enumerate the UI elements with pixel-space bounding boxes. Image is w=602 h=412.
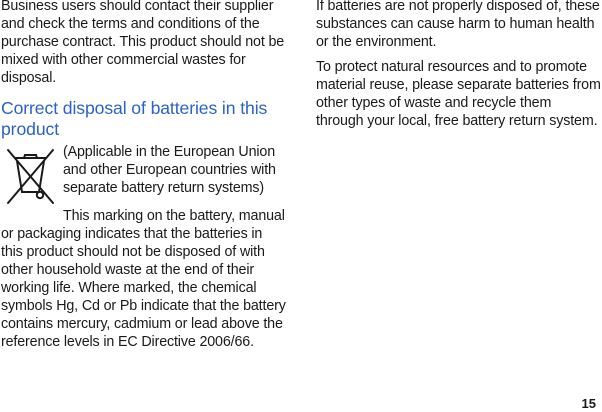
- section-heading: Correct disposal of batteries in this product: [1, 98, 268, 139]
- page-number: 15: [581, 396, 596, 411]
- harm-paragraph: If batteries are not properly disposed of, these substances can cause harm to human health or the environment.: [316, 0, 600, 50]
- protect-paragraph: To protect natural resources and to promote material reuse, please separate batteries from other types of waste and recycle them through your local, free battery return system.: [316, 59, 601, 129]
- disposal-notice: [1, 143, 287, 205]
- crossed-out-wheeled-bin-icon: [2, 145, 58, 205]
- right-column: [316, 0, 602, 130]
- marking-paragraph: This marking on the battery, manual or packaging indicates that the batteries in this product should not be disposed of with other household waste at the end of their working life. Where marked, the chemical symbols Hg, Cd or Pb indicate that the battery contains mercury, cadmium or lead above the reference levels in EC Directive 2006/66.: [1, 208, 286, 350]
- applicability-note: (Applicable in the European Union and other European countries with separate battery return systems): [63, 144, 276, 196]
- intro-paragraph: Business users should contact their supplier and check the terms and conditions of the purchase contract. This product should not be mixed with other commercial wastes for disposal.: [1, 0, 285, 86]
- left-column: [1, 0, 287, 351]
